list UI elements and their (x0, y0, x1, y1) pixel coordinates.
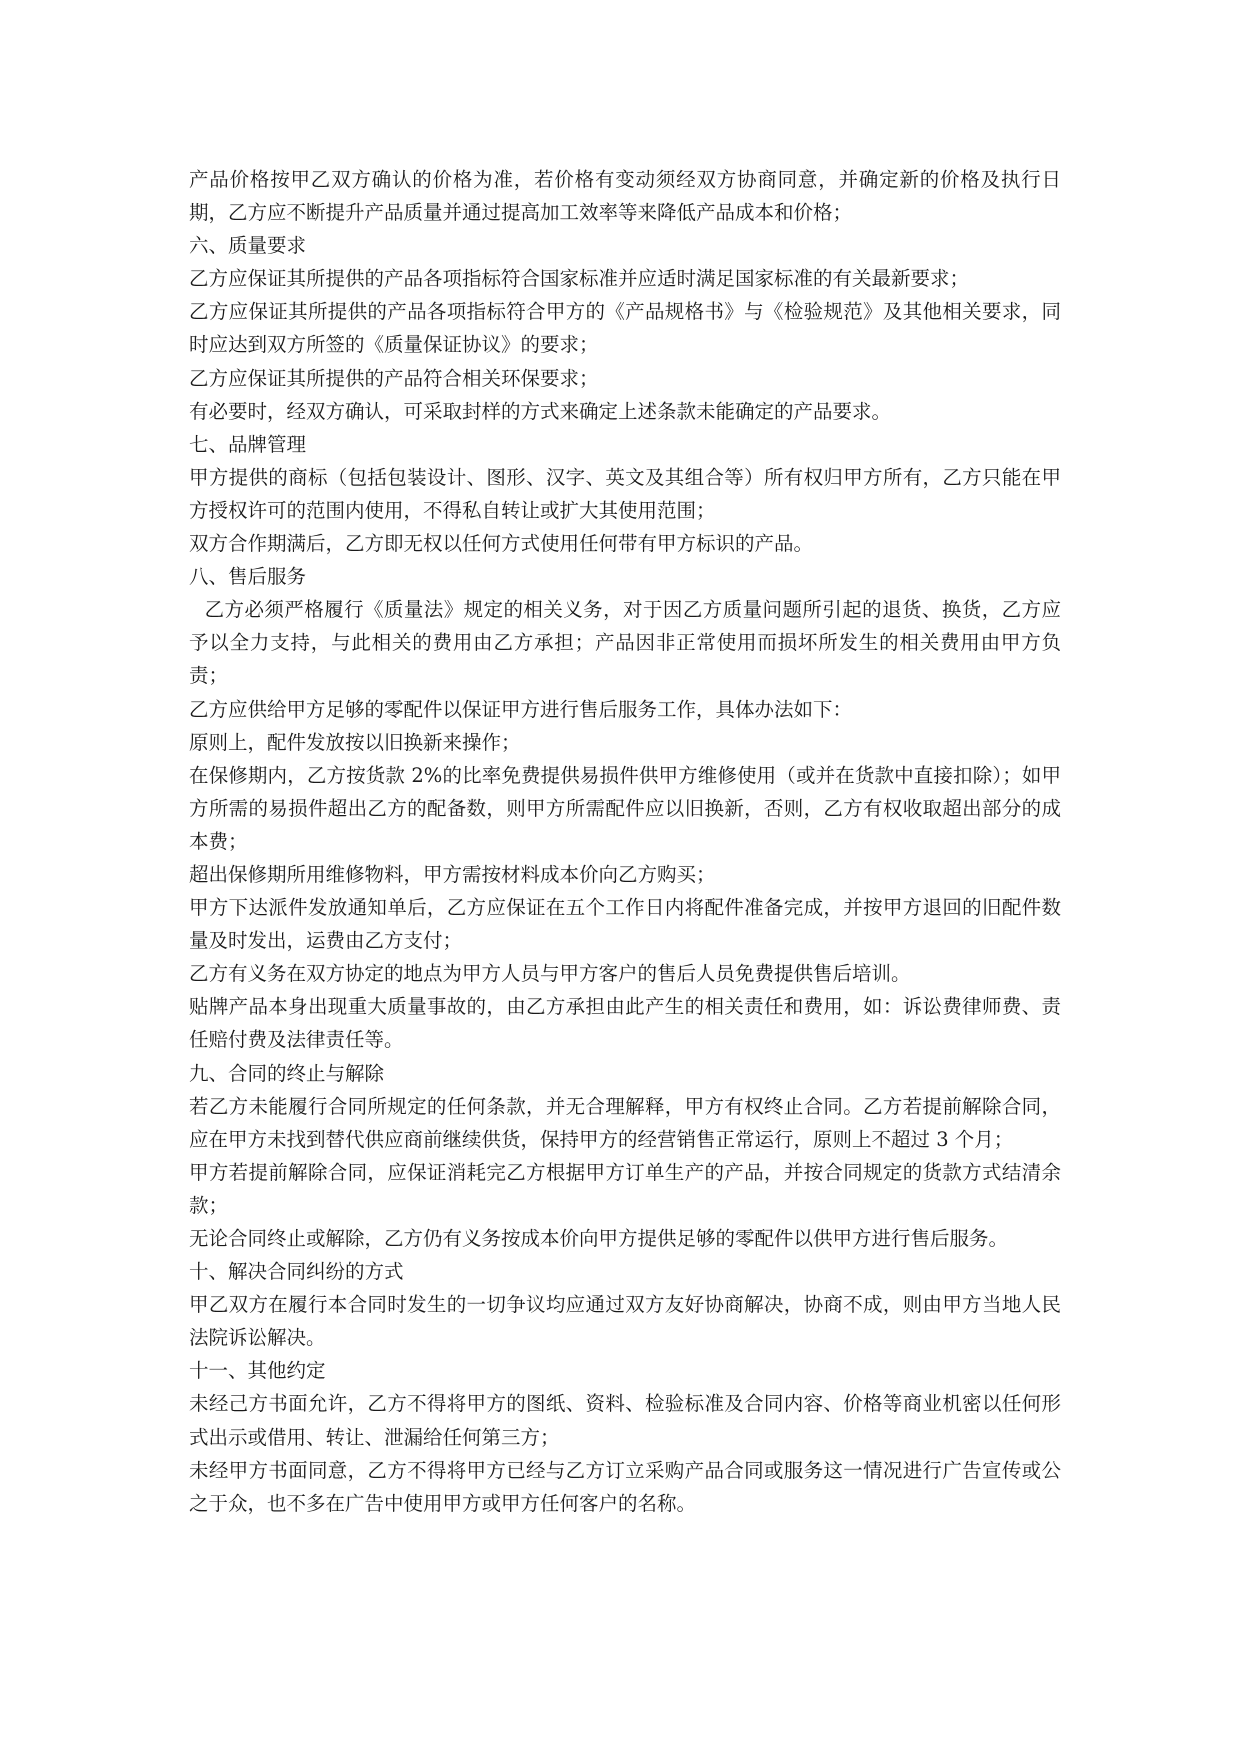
document-body (189, 163, 1061, 1520)
paragraph-quality-environmental: 乙方应保证其所提供的产品符合相关环保要求； (189, 366, 599, 390)
paragraph-after-sales-quality-law: 乙方必须严格履行《质量法》规定的相关义务，对于因乙方质量问题所引起的退货、换货，乙方应予以全力支持，与此相关的费用由乙方承担；产品因非正常使用而损坏所发生的相关费用由甲方负责； (189, 598, 1061, 688)
paragraph-price-terms: 产品价格按甲乙双方确认的价格为准，若价格有变动须经双方协商同意，并确定新的价格及执行日期，乙方应不断提升产品质量并通过提高加工效率等来降低产品成本和价格； (189, 168, 1061, 225)
section-heading-quality: 六、质量要求 (189, 234, 307, 258)
section-heading-dispute: 十、解决合同纠纷的方式 (189, 1260, 404, 1284)
paragraph-other-confidentiality: 未经己方书面允许，乙方不得将甲方的图纸、资料、检验标准及合同内容、价格等商业机密以任何形式出示或借用、转让、泄漏给任何第三方； (189, 1392, 1061, 1449)
paragraph-termination-spare-parts: 无论合同终止或解除，乙方仍有义务按成本价向甲方提供足够的零配件以供甲方进行售后服务。 (189, 1227, 1009, 1250)
section-heading-after-sales: 八、售后服务 (189, 565, 307, 589)
paragraph-after-sales-spare-parts: 乙方应供给甲方足够的零配件以保证甲方进行售后服务工作，具体办法如下： (189, 697, 853, 721)
paragraph-quality-national-standard: 乙方应保证其所提供的产品各项指标符合国家标准并应适时满足国家标准的有关最新要求； (189, 267, 970, 291)
paragraph-after-sales-exchange: 原则上，配件发放按以旧换新来操作； (189, 730, 521, 754)
paragraph-after-sales-out-of-warranty: 超出保修期所用维修物料，甲方需按材料成本价向乙方购买； (189, 862, 716, 886)
section-heading-other: 十一、其他约定 (189, 1359, 326, 1383)
paragraph-brand-expiry: 双方合作期满后，乙方即无权以任何方式使用任何带有甲方标识的产品。 (189, 532, 814, 556)
paragraph-after-sales-warranty-rate: 在保修期内，乙方按货款 2%的比率免费提供易损件供甲方维修使用（或并在货款中直接扣除）；如甲方所需的易损件超出乙方的配备数，则甲方所需配件应以旧换新，否则，乙方有权收取超出部分的成本费； (189, 763, 1061, 853)
paragraph-dispute-resolution: 甲乙双方在履行本合同时发生的一切争议均应通过双方友好协商解决，协商不成，则由甲方当地人民法院诉讼解决。 (189, 1293, 1061, 1350)
paragraph-after-sales-training: 乙方有义务在双方协定的地点为甲方人员与甲方客户的售后人员免费提供售后培训。 (189, 962, 911, 986)
paragraph-brand-trademark: 甲方提供的商标（包括包装设计、图形、汉字、英文及其组合等）所有权归甲方所有，乙方只能在甲方授权许可的范围内使用，不得私自转让或扩大其使用范围； (189, 465, 1061, 522)
paragraph-termination-party-a: 甲方若提前解除合同，应保证消耗完乙方根据甲方订单生产的产品，并按合同规定的货款方式结清余款； (189, 1160, 1061, 1217)
paragraph-other-publicity: 未经甲方书面同意，乙方不得将甲方已经与乙方订立采购产品合同或服务这一情况进行广告宣传或公之于众，也不多在广告中使用甲方或甲方任何客户的名称。 (189, 1458, 1061, 1515)
paragraph-termination-party-b: 若乙方未能履行合同所规定的任何条款，并无合理解释，甲方有权终止合同。乙方若提前解除合同，应在甲方未找到替代供应商前继续供货，保持甲方的经营销售正常运行，原则上不超过 3 个月； (189, 1094, 1061, 1151)
paragraph-after-sales-liability: 贴牌产品本身出现重大质量事故的，由乙方承担由此产生的相关责任和费用，如：诉讼费律师费、责任赔付费及法律责任等。 (189, 995, 1061, 1052)
paragraph-quality-specs: 乙方应保证其所提供的产品各项指标符合甲方的《产品规格书》与《检验规范》及其他相关要求，同时应达到双方所签的《质量保证协议》的要求； (189, 300, 1061, 357)
paragraph-after-sales-dispatch: 甲方下达派件发放通知单后，乙方应保证在五个工作日内将配件准备完成，并按甲方退回的旧配件数量及时发出，运费由乙方支付； (189, 896, 1061, 953)
paragraph-quality-sealed-sample: 有必要时，经双方确认，可采取封样的方式来确定上述条款未能确定的产品要求。 (189, 399, 892, 423)
section-heading-termination: 九、合同的终止与解除 (189, 1061, 385, 1085)
section-heading-brand: 七、品牌管理 (189, 432, 307, 456)
